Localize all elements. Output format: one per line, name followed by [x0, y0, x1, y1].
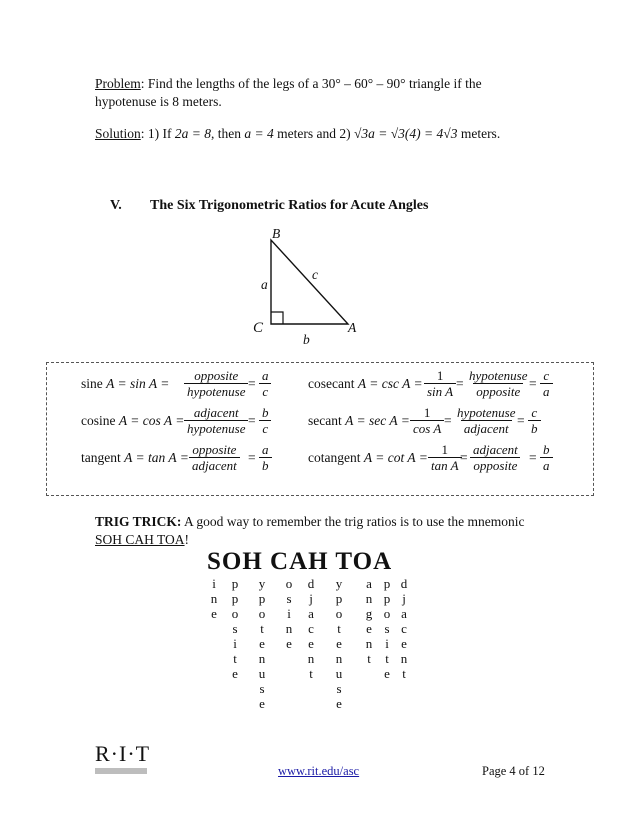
secant-equals-1: =: [444, 413, 452, 428]
vertex-C: C: [253, 320, 264, 336]
mnemonic-letter: g: [365, 606, 373, 621]
trig-trick-end: !: [184, 532, 190, 547]
mnemonic-letter: t: [260, 621, 264, 636]
mnemonic-letter: s: [286, 591, 292, 606]
mnemonic-letter: i: [287, 606, 291, 621]
mnemonic-letter: t: [385, 651, 389, 666]
tangent-label: tangent A = tan A =: [81, 450, 189, 465]
trig-trick-text: A good way to remember the trig ratios is to use the mnemonic: [181, 514, 525, 529]
mnemonic-letter: p: [335, 591, 343, 606]
solution-t2: , then: [211, 126, 245, 141]
cosecant-fraction-1: $\frac{1}{\text{sin A}}$: [424, 368, 456, 399]
cosine-fraction-words: adjacent hypotenuse: [184, 405, 248, 436]
cosecant-fraction-words: hypotenuse opposite: [469, 368, 528, 399]
secant-equals-2: =: [517, 413, 525, 428]
section-number: V.: [110, 198, 122, 213]
cosine-equals: =: [248, 413, 256, 428]
mnemonic-letter: e: [259, 696, 265, 711]
mnemonic-link-text: SOH CAH TOA: [95, 532, 185, 547]
problem-text-a: : Find the lengths of the legs of a: [140, 76, 322, 91]
mnemonic-column: [381, 576, 393, 681]
rit-logo-text: R·I·T: [95, 741, 151, 766]
problem-line-1: [95, 75, 482, 93]
mnemonic-letter: n: [365, 591, 373, 606]
page-number: Page 4 of 12: [482, 764, 545, 778]
cotangent-equals-1: =: [460, 450, 468, 465]
cosecant-equals-2: =: [529, 376, 537, 391]
vertex-B: B: [272, 226, 281, 241]
footer-link[interactable]: www.rit.edu/asc: [278, 764, 360, 778]
solution-m1: 2a = 8: [174, 126, 212, 141]
problem-label: Problem: [95, 76, 141, 91]
rit-logo-bar: [95, 768, 147, 774]
mnemonic-letter: e: [232, 666, 238, 681]
mnemonic-letter: n: [365, 636, 373, 651]
secant-label: secant A = sec A =: [308, 413, 410, 428]
mnemonic-letter: d: [400, 576, 408, 591]
mnemonic-letter: p: [383, 576, 391, 591]
mnemonic-letter: o: [335, 606, 343, 621]
cotangent-fraction-1: $\frac{1}{\text{tan A}}$: [428, 442, 462, 473]
tangent-fraction-words: opposite adjacent: [189, 442, 240, 473]
cosecant-fraction-letters: $\frac{c}{a}$: [540, 368, 553, 399]
cotangent-equals-2: =: [529, 450, 537, 465]
mnemonic-letter: j: [309, 591, 313, 606]
mnemonic-letter: n: [285, 621, 293, 636]
mnemonic-letter: t: [309, 666, 313, 681]
mnemonic-letter: t: [337, 621, 341, 636]
mnemonic-letter: s: [232, 621, 238, 636]
mnemonic-column: [363, 576, 375, 666]
cosine-label: cosine A = cos A =: [81, 413, 185, 428]
mnemonic-letter: p: [231, 591, 239, 606]
mnemonic-letter: i: [385, 636, 389, 651]
solution-label: Solution: [95, 126, 141, 141]
mnemonic-letter: y: [335, 576, 343, 591]
mnemonic-letter: n: [210, 591, 218, 606]
mnemonic-column: [229, 576, 241, 681]
trig-trick-line-1: [95, 513, 524, 531]
mnemonic-letter: p: [231, 576, 239, 591]
mnemonic-letter: n: [307, 651, 315, 666]
secant-fraction-1: $\frac{1}{\text{cos A}}$: [410, 405, 444, 436]
solution-t1: : 1) If: [140, 126, 175, 141]
mnemonic-column: [283, 576, 295, 651]
side-c: c: [312, 267, 318, 282]
mnemonic-letter: o: [383, 606, 391, 621]
mnemonic-letter: t: [402, 666, 406, 681]
mnemonic-letter: a: [308, 606, 314, 621]
mnemonic-letter: p: [383, 591, 391, 606]
mnemonic-letter: u: [258, 666, 266, 681]
mnemonic-letter: s: [336, 681, 342, 696]
sine-fraction-words: opposite hypotenuse: [184, 368, 248, 399]
side-b: b: [303, 332, 310, 347]
mnemonic-letter: n: [335, 651, 343, 666]
mnemonic-title: SOH CAH TOA: [207, 548, 393, 575]
solution-m2: a = 4: [244, 126, 274, 141]
cosine-fraction-letters: $\frac{b}{c}$: [259, 405, 272, 436]
mnemonic-letter: n: [400, 651, 408, 666]
mnemonic-letter: n: [258, 651, 266, 666]
sine-fraction-letters: $\frac{a}{c}$: [259, 368, 272, 399]
mnemonic-letter: s: [259, 681, 265, 696]
problem-line-2: hypotenuse is 8 meters.: [95, 94, 222, 109]
secant-fraction-letters: $\frac{c}{b}$: [528, 405, 541, 436]
mnemonic-letter: e: [308, 636, 314, 651]
sine-equals: =: [248, 376, 256, 391]
mnemonic-column: [208, 576, 220, 621]
trig-trick-label: TRIG TRICK:: [95, 514, 182, 529]
vertex-A: A: [348, 320, 357, 335]
right-angle-marker: [271, 312, 283, 324]
secant-fraction-words: hypotenuse adjacent: [457, 405, 516, 436]
cotangent-fraction-words: adjacent opposite: [470, 442, 521, 473]
mnemonic-column: [333, 576, 345, 711]
tangent-equals: =: [248, 450, 256, 465]
mnemonic-letter: a: [401, 606, 407, 621]
mnemonic-letter: e: [401, 636, 407, 651]
problem-text-b: triangle if the: [405, 76, 482, 91]
mnemonic-letter: c: [401, 621, 407, 636]
solution-m3: √3a = √3(4) = 4√3: [354, 126, 458, 141]
sine-label: sine A = sin A =: [81, 376, 170, 391]
mnemonic-letter: j: [402, 591, 406, 606]
cosecant-equals-1: =: [456, 376, 464, 391]
tangent-fraction-letters: $\frac{a}{b}$: [259, 442, 272, 473]
mnemonic-letter: i: [233, 636, 237, 651]
problem-math: 30° – 60° – 90°: [321, 76, 406, 91]
side-a: a: [261, 277, 268, 292]
rit-logo: [95, 742, 150, 774]
mnemonic-column: [305, 576, 317, 681]
mnemonic-letter: a: [366, 576, 372, 591]
trig-trick-line-2: [95, 531, 189, 549]
mnemonic-letter: e: [336, 696, 342, 711]
mnemonic-letter: d: [307, 576, 315, 591]
mnemonic-letter: e: [211, 606, 217, 621]
mnemonic-letter: o: [285, 576, 293, 591]
section-title: The Six Trigonometric Ratios for Acute Angles: [150, 198, 429, 213]
mnemonic-letter: t: [367, 651, 371, 666]
mnemonic-letter: e: [286, 636, 292, 651]
solution-t4: meters.: [457, 126, 501, 141]
mnemonic-letter: e: [384, 666, 390, 681]
solution-t3: meters and 2): [273, 126, 354, 141]
mnemonic-letter: e: [336, 636, 342, 651]
mnemonic-letter: o: [258, 606, 266, 621]
mnemonic-letter: p: [258, 591, 266, 606]
mnemonic-letter: s: [384, 621, 390, 636]
mnemonic-letter: e: [366, 621, 372, 636]
mnemonic-letter: o: [231, 606, 239, 621]
mnemonic-letter: u: [335, 666, 343, 681]
solution-line: [95, 125, 500, 143]
mnemonic-letter: y: [258, 576, 266, 591]
mnemonic-letter: i: [212, 576, 216, 591]
triangle-shape: [271, 240, 348, 324]
mnemonic-letter: t: [233, 651, 237, 666]
cotangent-fraction-letters: $\frac{b}{a}$: [540, 442, 553, 473]
cotangent-label: cotangent A = cot A =: [308, 450, 428, 465]
cosecant-label: cosecant A = csc A =: [308, 376, 423, 391]
mnemonic-letter: e: [259, 636, 265, 651]
mnemonic-column: [398, 576, 410, 681]
mnemonic-letter: c: [308, 621, 314, 636]
mnemonic-column: [256, 576, 268, 711]
